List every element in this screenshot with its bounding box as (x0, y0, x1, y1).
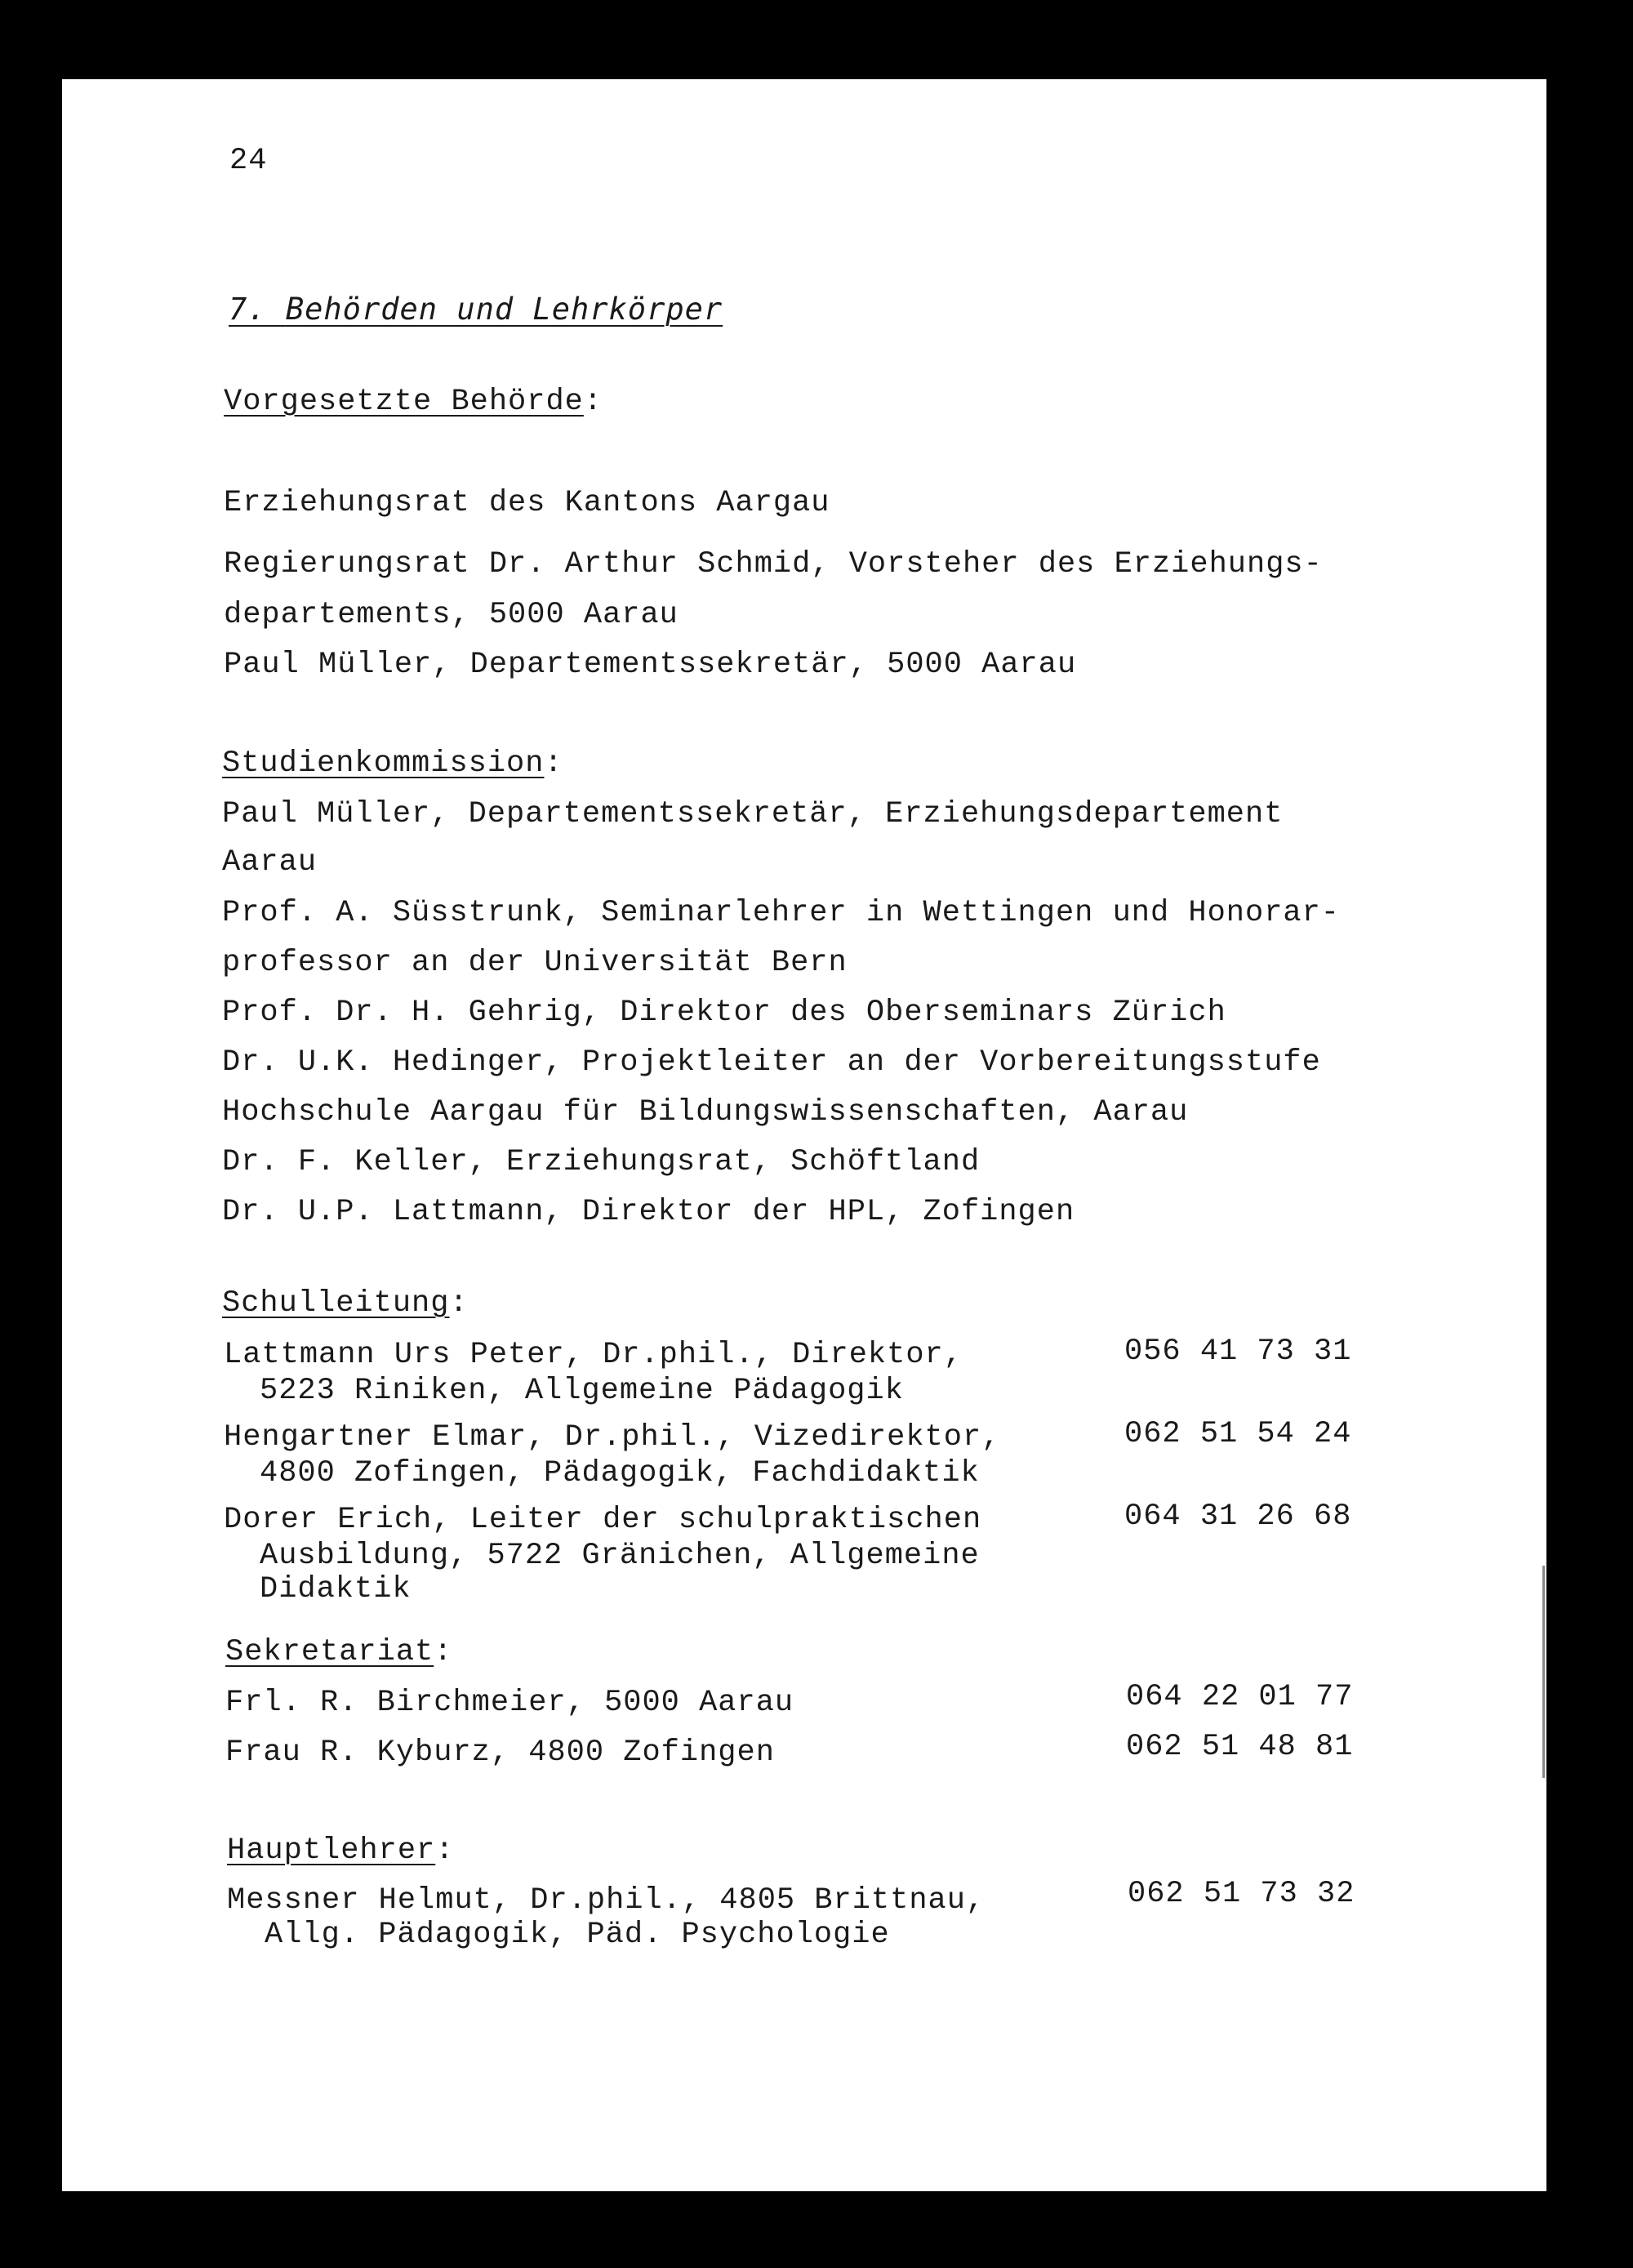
text-line: Erziehungsrat des Kantons Aargau (224, 486, 830, 520)
entry-line: Hengartner Elmar, Dr.phil., Vizedirektor, (224, 1420, 1001, 1455)
text-line: professor an der Universität Bern (222, 946, 848, 980)
text-line: Paul Müller, Departementssekretär, Erziehungsdepartement (222, 797, 1284, 831)
text-line: Prof. Dr. H. Gehrig, Direktor des Oberseminars Zürich (222, 996, 1226, 1030)
phone-number: 056 41 73 31 (1124, 1335, 1352, 1369)
section-number: 7. (229, 292, 267, 327)
entry-line: Allg. Pädagogik, Päd. Psychologie (265, 1918, 890, 1952)
text-line: Dr. U.P. Lattmann, Direktor der HPL, Zofingen (222, 1195, 1075, 1229)
heading-vorgesetzte-behoerde: Vorgesetzte Behörde: (224, 385, 603, 419)
text-line: Dr. F. Keller, Erziehungsrat, Schöftland (222, 1145, 981, 1179)
phone-number: 062 51 54 24 (1124, 1417, 1352, 1451)
phone-number: 062 51 48 81 (1126, 1730, 1354, 1764)
entry-line: 4800 Zofingen, Pädagogik, Fachdidaktik (260, 1456, 980, 1490)
page-number: 24 (229, 144, 268, 178)
text-line: Prof. A. Süsstrunk, Seminarlehrer in Wettingen und Honorar- (222, 896, 1341, 930)
heading-schulleitung: Schulleitung: (222, 1286, 469, 1321)
text-line: Dr. U.K. Hedinger, Projektleiter an der Vorbereitungsstufe (222, 1045, 1321, 1080)
section-title (229, 292, 723, 328)
entry-line: Ausbildung, 5722 Gränichen, Allgemeine (260, 1539, 980, 1573)
text-line: Regierungsrat Dr. Arthur Schmid, Vorsteher des Erziehungs- (224, 547, 1323, 581)
text-line: Paul Müller, Departementssekretär, 5000 Aarau (224, 648, 1077, 682)
text-line: Aarau (222, 845, 318, 880)
section-title-text: Behörden und Lehrkörper (285, 292, 723, 327)
phone-number: 064 22 01 77 (1126, 1680, 1354, 1714)
document-page (62, 79, 1546, 2191)
entry-line: Frau R. Kyburz, 4800 Zofingen (225, 1736, 775, 1770)
phone-number: 062 51 73 32 (1128, 1877, 1355, 1911)
entry-line: Frl. R. Birchmeier, 5000 Aarau (225, 1686, 794, 1720)
entry-line: Dorer Erich, Leiter der schulpraktischen (224, 1503, 982, 1537)
entry-line: Messner Helmut, Dr.phil., 4805 Brittnau, (227, 1883, 986, 1918)
heading-studienkommission: Studienkommission: (222, 746, 563, 781)
binding-mark (1542, 1566, 1545, 1778)
phone-number: 064 31 26 68 (1124, 1499, 1352, 1534)
heading-sekretariat: Sekretariat: (225, 1635, 453, 1669)
text-line: Hochschule Aargau für Bildungswissenschaften, Aarau (222, 1095, 1189, 1130)
heading-hauptlehrer: Hauptlehrer: (227, 1834, 455, 1868)
entry-line: Lattmann Urs Peter, Dr.phil., Direktor, (224, 1338, 963, 1372)
entry-line: 5223 Riniken, Allgemeine Pädagogik (260, 1374, 904, 1408)
text-line: departements, 5000 Aarau (224, 598, 679, 632)
entry-line: Didaktik (260, 1572, 412, 1606)
